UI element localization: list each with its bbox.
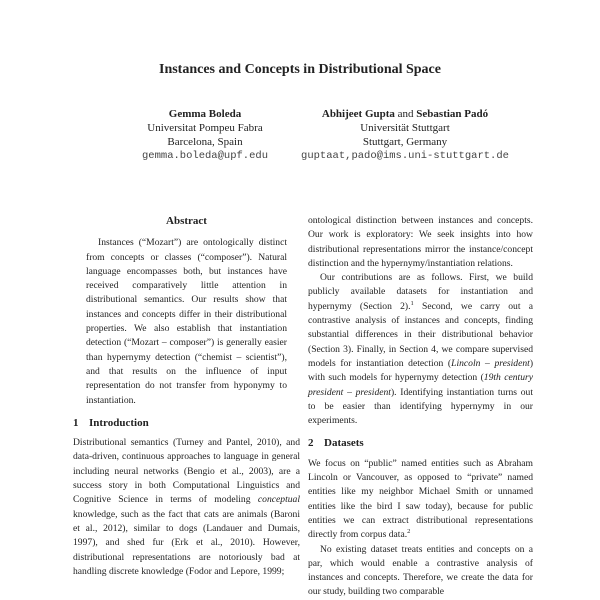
author-block-left bbox=[100, 107, 310, 163]
author-location: Barcelona, Spain bbox=[167, 136, 243, 148]
contributions-paragraph bbox=[308, 271, 533, 428]
text-run: ). Identifying instantiation turns out to be easier than identifying hypernymy in our experiments. bbox=[308, 386, 533, 427]
section-heading-introduction bbox=[73, 416, 300, 430]
emphasis: conceptual bbox=[257, 494, 300, 506]
left-column bbox=[73, 214, 300, 579]
datasets-paragraph: No existing dataset treats entities and concepts on a par, which would enable a contrastive analysis of instances and concepts. Therefore, we create the data for our study, building two comparable bbox=[308, 543, 533, 598]
section-number: 1 bbox=[73, 416, 79, 429]
section-title-text: Introduction bbox=[89, 416, 149, 429]
author-email: guptaat,pado@ims.uni-stuttgart.de bbox=[301, 150, 509, 162]
section-number: 2 bbox=[308, 437, 314, 450]
footnote-marker: 1 bbox=[410, 299, 414, 307]
text-run: Second, we carry out a contrastive analysis of instances and concepts, finding substantial differences in their distributional behavior (Section 3). Finally, in Section 4, we compare supervised models for instantiation detection ( bbox=[308, 300, 533, 369]
author-affiliation: Universitat Pompeu Fabra bbox=[147, 122, 263, 134]
text-run: Our contributions are as follows. First, we build publicly available datasets for instantiation and hypernymy (Section 2). bbox=[308, 272, 533, 312]
abstract-text: Instances (“Mozart”) are ontologically distinct from concepts or classes (“composer”). Natural language encompasses both, but instances have received comparatively little attention in distributional semantics. Our results show that instances and concepts differ in their distributional properties. We also establish that instantiation detection (“Mozart – composer”) is generally easier than hypernymy detection (“chemist – scientist”), and that results on the influence of input representation do not transfer from hyponymy to instantiation. bbox=[86, 237, 287, 406]
abstract-heading: Abstract bbox=[166, 215, 207, 227]
right-column bbox=[308, 214, 533, 600]
footnote-marker: 2 bbox=[407, 528, 411, 536]
author-name: Gemma Boleda bbox=[168, 108, 242, 120]
emphasis: 19th century president – president bbox=[308, 372, 533, 398]
emphasis: Lincoln – president bbox=[451, 357, 530, 369]
section-heading-datasets bbox=[308, 436, 533, 450]
author-name-1: Abhijeet Gupta bbox=[321, 108, 395, 120]
author-block-right bbox=[280, 107, 530, 163]
author-location: Stuttgart, Germany bbox=[362, 136, 448, 148]
text-run: Distributional semantics (Turney and Pantel, 2010), and data-driven, continuous approaches to language in general including neural networks (Bengio et al., 2003), are a success story in both Computational Linguistics and Cognitive Science in terms of modeling bbox=[73, 437, 300, 506]
intro-paragraph bbox=[73, 436, 300, 579]
text-run: ) with such models for hypernymy detection ( bbox=[308, 357, 534, 384]
paper-title: Instances and Concepts in Distributional Space bbox=[159, 62, 441, 77]
author-email: gemma.boleda@upf.edu bbox=[141, 150, 269, 162]
author-names bbox=[280, 107, 530, 121]
text-run: knowledge, such as the fact that cats are animals (Baroni et al., 2012), similar to dogs (Landauer and Dumais, 1997), and shed fur (Erk et al., 2010). However, distributional representations are notoriously bad at handling discrete knowledge (Fodor and Lepore, 1999; bbox=[73, 508, 300, 577]
author-conjunction: and bbox=[397, 108, 414, 120]
text-run: We focus on “public” named entities such as Abraham Lincoln or Vancouver, as opposed to “private” named entities like my neighbor Michael Smith or unnamed entities like the bird I saw today), because for public entities we can extract distributional representations directly from corpus data. bbox=[308, 457, 533, 541]
author-name-2: Sebastian Padó bbox=[416, 108, 489, 120]
author-affiliation: Universität Stuttgart bbox=[360, 122, 450, 134]
continued-paragraph: ontological distinction between instances and concepts. Our work is exploratory: We seek insights into how distributional representations mirror the instance/concept distinction and the hypernymy/instantiation relations. bbox=[308, 215, 533, 269]
section-title-text: Datasets bbox=[324, 437, 364, 450]
datasets-paragraph bbox=[308, 457, 533, 543]
